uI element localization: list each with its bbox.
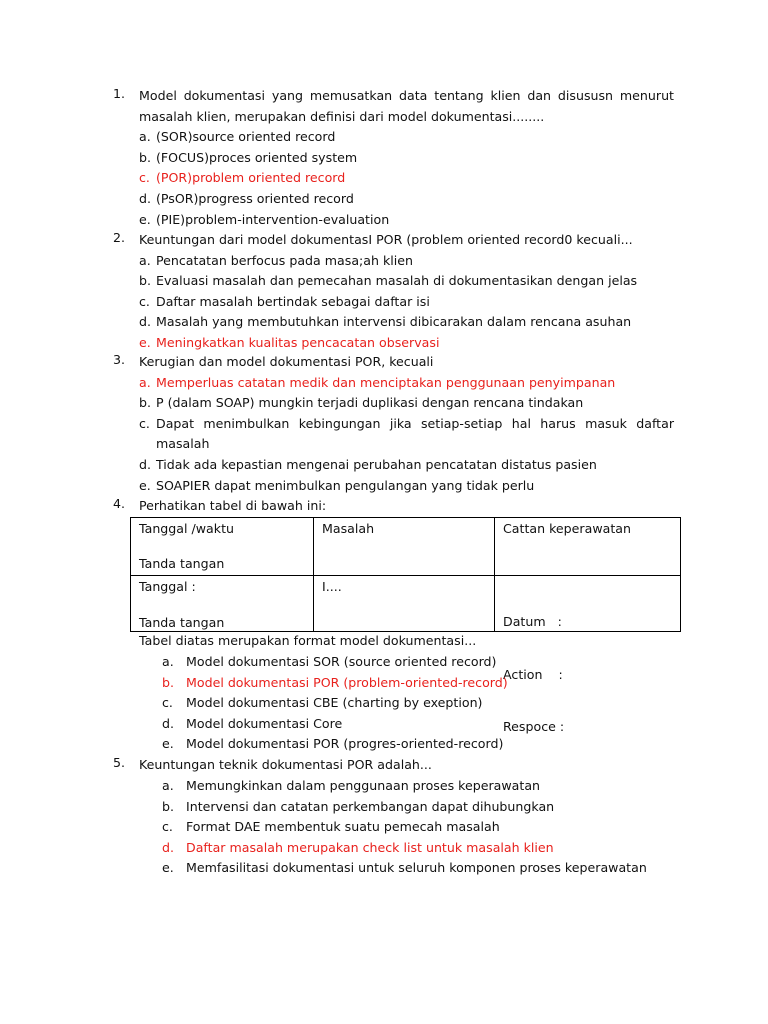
question-text: Perhatikan tabel di bawah ini: [139,498,327,513]
option-c: c. Format DAE membentuk suatu pemecah masalah [162,819,500,835]
option-d: d. Tidak ada kepastian mengenai perubahan pencatatan distatus pasien [139,456,597,472]
question-number: 5. [113,755,126,770]
option-e-correct: e. Meningkatkan kualitas pencacatan observasi [139,334,440,350]
option-a: a. Pencatatan berfocus pada masa;ah klien [139,252,413,268]
question-3 [113,352,674,496]
question-1 [113,86,674,230]
option-a: a. Model dokumentasi SOR (source oriented record) [162,654,497,669]
option-list [139,127,674,230]
question-number: 1. [113,86,126,101]
option-d: d. Model dokumentasi Core [162,715,343,731]
option-a-correct: a. Memperluas catatan medik dan menciptakan penggunaan penyimpanan [139,374,616,390]
option-e: e. Memfasilitasi dokumentasi untuk seluruh komponen proses keperawatan [162,860,647,876]
table-header-notes-cell: Cattan keperawatan [503,521,631,536]
question-2 [113,230,674,354]
option-d: d. (PsOR)progress oriented record [139,190,354,206]
table-row-problem-cell: I.... [322,579,342,594]
question-number: 4. [113,496,126,511]
option-b: b. P (dalam SOAP) mungkin terjadi duplikasi dengan rencana tindakan [139,395,584,411]
table-header-problem-cell: Masalah [322,521,375,536]
option-e: e. SOAPIER dapat menimbulkan pengulangan yang tidak perlu [139,477,535,493]
option-a: a. Memungkinkan dalam penggunaan proses keperawatan [162,778,541,793]
option-d-correct: d. Daftar masalah merupakan check list untuk masalah klien [162,839,554,855]
option-e: e. Model dokumentasi POR (progres-oriented-record) [162,736,504,752]
question-5-option-list [162,776,702,879]
option-a: a. (SOR)source oriented record [139,129,336,145]
option-c: c. Dapat menimbulkan kebingungan jika setiap-setiap hal harus masuk daftar masalah [139,415,674,452]
table-followup-question: Tabel diatas merupakan format model dokumentasi... [139,633,477,648]
option-d: d. Masalah yang membutuhkan intervensi dibicarakan dalam rencana asuhan [139,314,632,330]
option-b: b. Evaluasi masalah dan pemecahan masalah di dokumentasikan dengan jelas [139,273,638,289]
option-e: e. (PIE)problem-intervention-evaluation [139,211,390,227]
table-header-date-cell: Tanggal /waktu Tanda tangan [139,521,234,571]
question-text: Kerugian dan model dokumentasi POR, kecuali [139,354,434,369]
question-text: Keuntungan teknik dokumentasi POR adalah... [139,757,432,772]
option-b: b. (FOCUS)proces oriented system [139,149,358,165]
question-4 [113,496,674,517]
option-b: b. Intervensi dan catatan perkembangan dapat dihubungkan [162,798,555,814]
table-row-dar-cell: Datum : Action : Respoce : [503,614,565,734]
table-row-date-cell: Tanggal : Tanda tangan [139,579,225,630]
option-c: c. Daftar masalah bertindak sebagai daftar isi [139,293,430,309]
question-text: Keuntungan dari model dokumentasI POR (problem oriented record0 kecuali... [139,232,633,247]
option-list [139,373,674,497]
question-5 [113,755,674,776]
option-b-correct: b. Model dokumentasi POR (problem-oriented-record) [162,674,508,690]
option-c: c. Model dokumentasi CBE (charting by exeption) [162,695,483,711]
question-number: 2. [113,230,126,245]
question-4-option-list [162,652,682,755]
option-c-correct: c. (POR)problem oriented record [139,170,346,186]
question-number: 3. [113,352,126,367]
option-list [139,251,674,354]
question-text: Model dokumentasi yang memusatkan data tentang klien dan disususn menurut masalah klien, merupakan definisi dari model dokumentasi........ [139,88,674,124]
